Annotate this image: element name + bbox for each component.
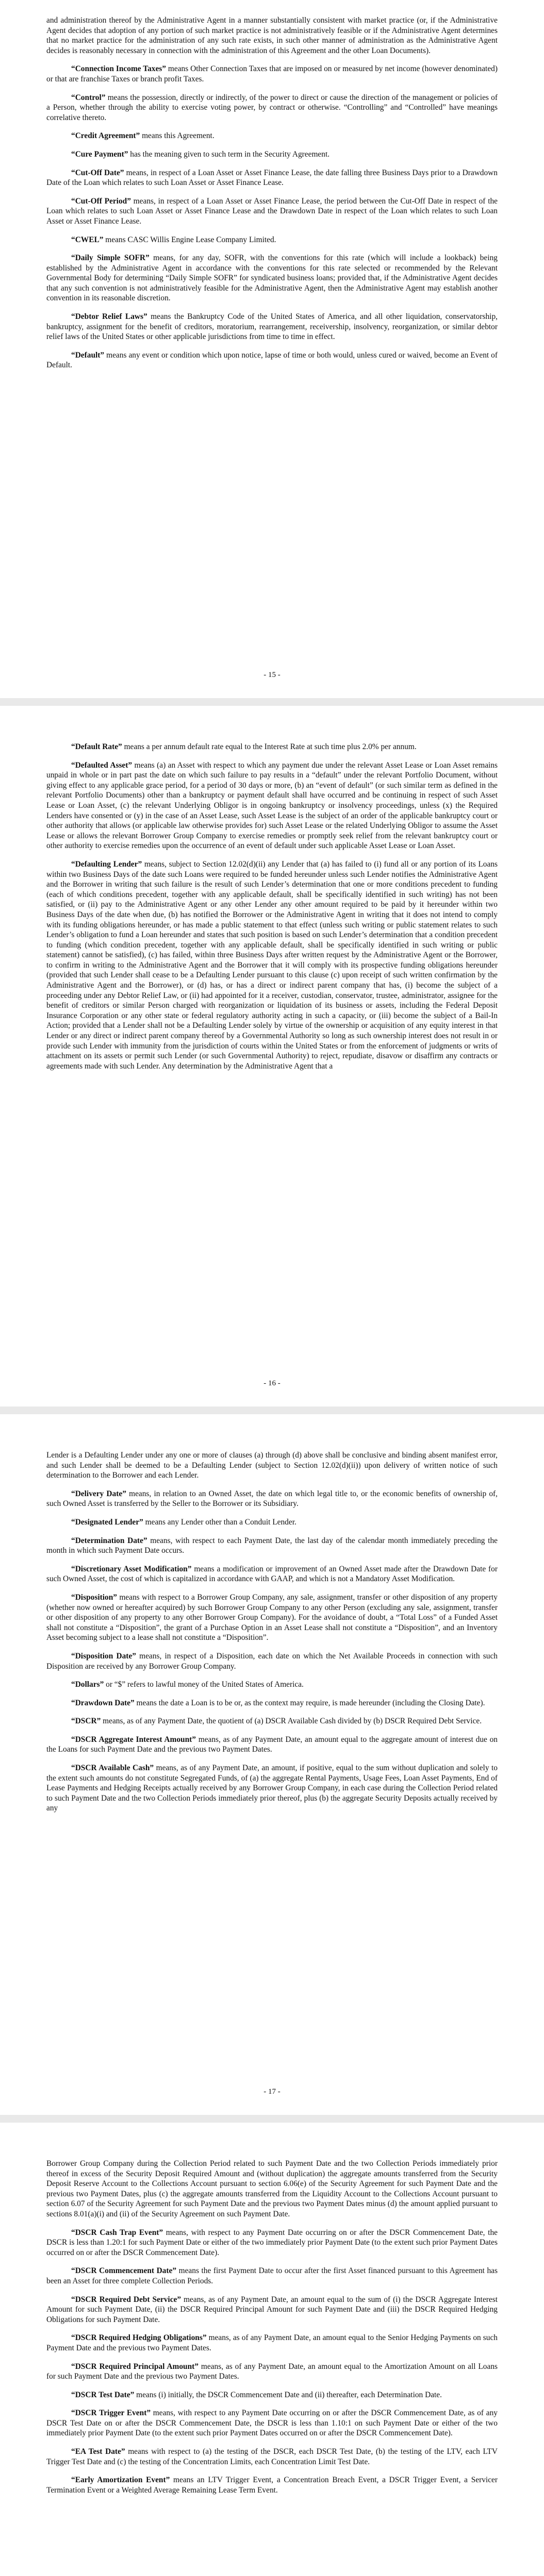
definition-cut-off-date: “Cut-Off Date” means, in respect of a Loan Asset or Asset Finance Lease, the date falling three Business Days prior to a Drawdown Date of the Loan which relates to such Loan Asset or Asset Finance Lease. bbox=[46, 168, 498, 188]
definition-early-amortization-event: “Early Amortization Event” means an LTV Trigger Event, a Concentration Breach Event, a DSCR Trigger Event, a Servicer Termination Event or a Weighted Average Remaining Lease Term Event. bbox=[46, 2476, 498, 2495]
definition-delivery-date: “Delivery Date” means, in relation to an Owned Asset, the date on which legal title to, or the economic benefits of ownership of, such Owned Asset is transferred by the Seller to the Borrower or its Subsidiary. bbox=[46, 1489, 498, 1509]
page-18 bbox=[0, 2123, 544, 2576]
definition-ea-test-date: “EA Test Date” means with respect to (a) the testing of the DSCR, each DSCR Test Date, (b) the testing of the LTV, each LTV Trigger Test Date and (c) the testing of the Concentration Limits, each Concentration Limit Test Date. bbox=[46, 2447, 498, 2466]
definition-default: “Default” means any event or condition which upon notice, lapse of time or both would, unless cured or waived, become an Event of Default. bbox=[46, 350, 498, 370]
definition-debtor-relief-laws: “Debtor Relief Laws” means the Bankruptcy Code of the United States of America, and all other liquidation, conservatorship, bankruptcy, assignment for the benefit of creditors, moratorium, rearrangement, receivership, insolvency, reorganization, or similar debtor relief laws of the United States or other applicable jurisdictions from time to time in effect. bbox=[46, 312, 498, 342]
definition-dscr-cash-trap-event: “DSCR Cash Trap Event” means, with respect to any Payment Date occurring on or after the DSCR Commencement Date, the DSCR is less than 1.20:1 for such Payment Date or either of the two immediately prior Payment Date (to the extent such prior Payment Dates occurred on or after the DSCR Commencement Date). bbox=[46, 2228, 498, 2257]
definition-dscr-available-cash: “DSCR Available Cash” means, as of any Payment Date, an amount, if positive, equal to the sum without duplication and solely to the extent such amounts do not constitute Segregated Funds, of (a) the aggregate Rental Payments, Usage Fees, Loan Asset Payments, End of Lease Payments and Hedging Receipts actually received by any Borrower Group Company, in each case during the Collection Period related to such Payment Date and the two Collection Periods immediately prior thereof, plus (b) the aggregate Security Deposits actually received by any bbox=[46, 1764, 498, 1813]
definition-dscr-commencement-date: “DSCR Commencement Date” means the first Payment Date to occur after the first Asset financed pursuant to this Agreement has been an Asset for three complete Collection Periods. bbox=[46, 2266, 498, 2285]
page-number: - 17 - bbox=[263, 2088, 281, 2096]
definition-cure-payment: “Cure Payment” has the meaning given to such term in the Security Agreement. bbox=[71, 149, 330, 159]
page-16 bbox=[0, 706, 544, 1406]
page-number: - 16 - bbox=[263, 1379, 281, 1387]
definition-cut-off-period: “Cut-Off Period” means, in respect of a Loan Asset or Asset Finance Lease, the period between the Cut-Off Date in respect of the Loan which relates to such Loan Asset or Asset Finance Lease and the Drawdown Date in respect of the Loan which relates to such Loan Asset or Asset Finance Lease. bbox=[46, 196, 498, 226]
definition-designated-lender: “Designated Lender” means any Lender other than a Conduit Lender. bbox=[71, 1517, 296, 1527]
definition-defaulting-lender-continued: Lender is a Defaulting Lender under any one or more of clauses (a) through (d) above shall be conclusive and binding absent manifest error, and such Lender shall be deemed to be a Defaulting Lender (subject to Section 12.02(d)(ii)) upon delivery of written notice of such determination to the Borrower and each Lender. bbox=[46, 1451, 498, 1480]
definition-disposition-date: “Disposition Date” means, in respect of a Disposition, each date on which the Net Available Proceeds in connection with such Disposition are received by any Borrower Group Company. bbox=[46, 1651, 498, 1671]
definition-daily-simple-sofr: “Daily Simple SOFR” means, for any day, SOFR, with the conventions for this rate (which will include a lookback) being established by the Administrative Agent in accordance with the conventions for this rate selected or recommended by the Relevant Governmental Body for determining “Daily Simple SOFR” for syndicated business loans; provided that, if the Administrative Agent decides that any such convention is not administratively feasible for the Administrative Agent, then the Administrative Agent may establish another convention in its reasonable discretion. bbox=[46, 253, 498, 303]
definition-connection-income-taxes: “Connection Income Taxes” means Other Connection Taxes that are imposed on or measured by net income (however denominated) or that are franchise Taxes or branch profit Taxes. bbox=[46, 64, 498, 83]
definition-continuation: and administration thereof by the Administrative Agent in a manner substantially consistent with market practice (or, if the Administrative Agent decides that adoption of any portion of such market practice is not administratively feasible or if the Administrative Agent determines that no market practice for the administration of any such rate exists, in such other manner of administration as the Administrative Agent decides is reasonably necessary in connection with the administration of this Agreement and the other Loan Documents). bbox=[46, 16, 498, 55]
definition-dollars: “Dollars” or “$” refers to lawful money of the United States of America. bbox=[71, 1680, 304, 1689]
definition-dscr-required-debt-service: “DSCR Required Debt Service” means, as of any Payment Date, an amount equal to the sum of (i) the DSCR Aggregate Interest Amount for such Payment Date, (ii) the DSCR Required Principal Amount for such Payment Date and (iii) the DSCR Required Hedging Obligations for such Payment Date. bbox=[46, 2295, 498, 2324]
definition-credit-agreement: “Credit Agreement” means this Agreement. bbox=[71, 131, 215, 141]
definition-dscr-required-principal-amount: “DSCR Required Principal Amount” means, as of any Payment Date, an amount equal to the Amortization Amount on all Loans for such Payment Date and the previous two Payment Dates. bbox=[46, 2362, 498, 2381]
definition-determination-date: “Determination Date” means, with respect to each Payment Date, the last day of the calendar month immediately preceding the month in which such Payment Date occurs. bbox=[46, 1536, 498, 1555]
definition-dscr-available-cash-continued: Borrower Group Company during the Collection Period related to such Payment Date and the two Collection Periods immediately prior thereof in excess of the Security Deposit Required Amount and (without duplication) the aggregate amounts transferred from the Security Deposit Reserve Account to the Collections Account pursuant to section 6.06(e) of the Security Agreement for such Payment Date and the previous two Payment Dates, plus (c) the aggregate amounts transferred from the Liquidity Account to the Collections Account pursuant to section 6.07 of the Security Agreement for such Payment Date and the previous two Payment Dates minus (d) the amount applied pursuant to sections 8.01(a)(i) and (ii) of the Security Agreement on such Payment Date. bbox=[46, 2159, 498, 2218]
definition-dscr: “DSCR” means, as of any Payment Date, the quotient of (a) DSCR Available Cash divided by (b) DSCR Required Debt Service. bbox=[71, 1717, 482, 1726]
definition-disposition: “Disposition” means with respect to a Borrower Group Company, any sale, assignment, transfer or other disposition of any property (whether now owned or hereafter acquired) by such Borrower Group Company to any other Person (excluding any sale, assignment, transfer or other disposition of any property to any other Borrower Group Company). For the avoidance of doubt, a “Total Loss” of a Funded Asset shall not constitute a “Disposition”, the grant of a Purchase Option in an Asset Lease shall not constitute a “Disposition”, and an Inventory Asset becoming subject to a lease shall not constitute a “Disposition”. bbox=[46, 1592, 498, 1642]
definition-discretionary-asset-modification: “Discretionary Asset Modification” means a modification or improvement of an Owned Asset made after the Drawdown Date for such Owned Asset, the cost of which is capitalized in accordance with GAAP, and which is not a Mandatory Asset Modification. bbox=[46, 1564, 498, 1584]
definition-control: “Control” means the possession, directly or indirectly, of the power to direct or cause the direction of the management or policies of a Person, whether through the ability to exercise voting power, by contract or otherwise. “Controlling” and “Controlled” have meanings correlative thereto. bbox=[46, 93, 498, 122]
definition-drawdown-date: “Drawdown Date” means the date a Loan is to be or, as the context may require, is made hereunder (including the Closing Date). bbox=[71, 1698, 485, 1707]
definition-defaulted-asset: “Defaulted Asset” means (a) an Asset with respect to which any payment due under the relevant Asset Lease or Loan Asset remains unpaid in whole or in part past the date on which such failure to pay results in a “default” under the relevant Portfolio Document, without giving effect to any applicable grace period, for a period of 30 days or more, (b) an “event of default” (or such similar term as defined in the relevant Portfolio Documents) other than a bankruptcy or payment default shall have occurred and be continuing in respect of such Asset Lease or Loan Asset, (c) the relevant Underlying Obligor is in ongoing bankruptcy or insolvency proceedings, unless (x) the Required Lenders have consented or (y) in the case of an Asset Lease, such Asset Lease is the subject of an order of the applicable bankruptcy court or other authority that allows (or applicable law otherwise provides for) such Asset Lease or the related Underlying Obligor to assume the Asset Lease or allows the relevant Borrower Group Company to exercise remedies or promptly seek relief from the relevant bankruptcy court or other authority to exercise remedies upon the occurrence of an event of default under such applicable Asset Lease or Loan Asset. bbox=[46, 760, 498, 851]
definition-cwel: “CWEL” means CASC Willis Engine Lease Company Limited. bbox=[71, 235, 276, 244]
definition-default-rate: “Default Rate” means a per annum default rate equal to the Interest Rate at such time plus 2.0% per annum. bbox=[71, 742, 417, 751]
definition-dscr-trigger-event: “DSCR Trigger Event” means, with respect to any Payment Date occurring on or after the DSCR Commencement Date, as of any DSCR Test Date on or after the DSCR Commencement Date, the DSCR is less than 1.10:1 on such Payment Date or either of the two immediately prior Payment Date (to the extent such prior Payment Dates occurred on or after the DSCR Commencement Date). bbox=[46, 2409, 498, 2438]
definition-dscr-test-date: “DSCR Test Date” means (i) initially, the DSCR Commencement Date and (ii) thereafter, each Determination Date. bbox=[71, 2390, 442, 2399]
definition-dscr-required-hedging-obligations: “DSCR Required Hedging Obligations” means, as of any Payment Date, an amount equal to the Senior Hedging Payments on such Payment Date and the previous two Payment Dates. bbox=[46, 2333, 498, 2352]
definition-defaulting-lender: “Defaulting Lender” means, subject to Section 12.02(d)(ii) any Lender that (a) has failed to (i) fund all or any portion of its Loans within two Business Days of the date such Loans were required to be funded hereunder unless such Lender notifies the Administrative Agent and the Borrower in writing that such failure is the result of such Lender’s determination that one or more conditions precedent to funding (each of which conditions precedent, together with any applicable default, shall be specifically identified in such writing) has not been satisfied, or (ii) pay to the Administrative Agent or any other Lender any other amount required to be paid by it hereunder within two Business Days of the date when due, (b) has notified the Borrower or the Administrative Agent in writing that it does not intend to comply with its funding obligations hereunder, or has made a public statement to that effect (unless such writing or public statement relates to such Lender’s obligation to fund a Loan hereunder and states that such position is based on such Lender’s determination that a condition precedent to funding (which condition precedent, together with any applicable default, shall be specifically identified in such writing or public statement) cannot be satisfied), (c) has failed, within three Business Days after written request by the Administrative Agent or the Borrower, to confirm in writing to the Administrative Agent and the Borrower that it will comply with its prospective funding obligations hereunder (provided that such Lender shall cease to be a Defaulting Lender pursuant to this clause (c) upon receipt of such written confirmation by the Administrative Agent and the Borrower), or (d) has, or has a direct or indirect parent company that has, (i) become the subject of a proceeding under any Debtor Relief Law, or (ii) had appointed for it a receiver, custodian, conservator, trustee, administrator, assignee for the benefit of creditors or similar Person charged with reorganization or liquidation of its business or assets, including the Federal Deposit Insurance Corporation or any other state or federal regulatory authority acting in such a capacity, or (iii) become the subject of a Bail-In Action; provided that a Lender shall not be a Defaulting Lender solely by virtue of the ownership or acquisition of any equity interest in that Lender or any direct or indirect parent company thereof by a Governmental Authority so long as such ownership interest does not result in or provide such Lender with immunity from the jurisdiction of courts within the United States or from the enforcement of judgments or writs of attachment on its assets or permit such Lender (or such Governmental Authority) to reject, repudiate, disavow or disaffirm any contracts or agreements made with such Lender. Any determination by the Administrative Agent that a bbox=[46, 859, 498, 1071]
page-15 bbox=[0, 0, 544, 698]
definition-dscr-aggregate-interest-amount: “DSCR Aggregate Interest Amount” means, as of any Payment Date, an amount equal to the aggregate amount of interest due on the Loans for such Payment Date and the previous two Payment Dates. bbox=[46, 1735, 498, 1754]
page-17 bbox=[0, 1414, 544, 2115]
page-number: - 15 - bbox=[263, 671, 281, 679]
